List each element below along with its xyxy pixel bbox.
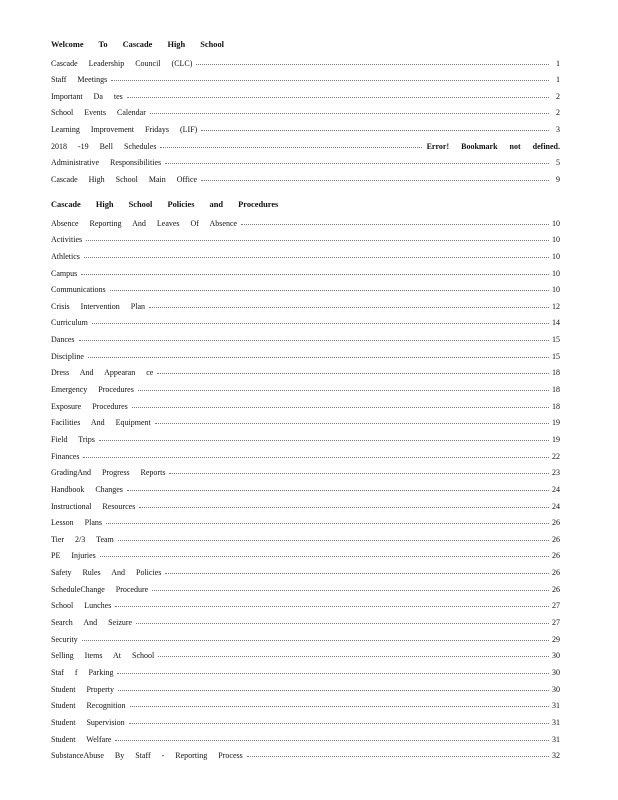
toc-entry-page: 26 [552, 534, 560, 544]
toc-entry-title: Student Recognition [51, 701, 126, 711]
dot-leader [165, 163, 549, 164]
toc-entry-title: Student Supervision [51, 717, 125, 727]
dot-leader [247, 756, 549, 757]
toc-entry[interactable] [51, 294, 560, 311]
dot-leader [129, 723, 549, 724]
toc-entry[interactable] [51, 544, 560, 561]
dot-leader [100, 556, 549, 557]
toc-entry-page: 10 [552, 251, 560, 261]
toc-entry-page: 18 [552, 385, 560, 395]
toc-entry-title: Security [51, 634, 78, 644]
toc-entry-list [51, 51, 560, 184]
toc-entry-page: 10 [552, 285, 560, 295]
toc-entry-page: 9 [556, 174, 560, 184]
toc-entry[interactable] [51, 327, 560, 344]
toc-entry-page: 23 [552, 468, 560, 478]
dot-leader [169, 473, 549, 474]
section-heading: Welcome To Cascade High School [51, 40, 224, 49]
toc-entry[interactable] [51, 660, 560, 677]
dot-leader [160, 147, 421, 148]
toc-entry[interactable] [51, 511, 560, 528]
toc-entry-title: School Lunches [51, 601, 112, 611]
toc-entry-list [51, 211, 560, 760]
toc-entry-title: Cascade High School Main Office [51, 174, 198, 184]
toc-entry-title: Campus [51, 268, 78, 278]
toc-entry[interactable] [51, 494, 560, 511]
dot-leader [86, 240, 549, 241]
toc-entry-title: GradingAnd Progress Reports [51, 468, 166, 478]
dot-leader [118, 540, 549, 541]
toc-entry-title: Discipline [51, 351, 84, 361]
dot-leader [84, 257, 549, 258]
toc-entry[interactable] [51, 134, 560, 151]
toc-entry[interactable] [51, 444, 560, 461]
dot-leader [92, 323, 549, 324]
dot-leader [115, 740, 549, 741]
toc-section-welcome [51, 38, 560, 184]
dot-leader [118, 690, 549, 691]
dot-leader [201, 180, 549, 181]
dot-leader [79, 340, 549, 341]
section-heading: Cascade High School Policies and Procedures [51, 200, 279, 209]
toc-entry-title: Dress And Appearan ce [51, 368, 154, 378]
toc-entry-title: Handbook Changes [51, 484, 123, 494]
toc-entry[interactable] [51, 627, 560, 644]
toc-entry[interactable] [51, 377, 560, 394]
dot-leader [130, 706, 549, 707]
dot-leader [138, 390, 549, 391]
dot-leader [155, 423, 549, 424]
dot-leader [165, 573, 549, 574]
toc-entry[interactable] [51, 344, 560, 361]
toc-section-policies [51, 198, 560, 760]
dot-leader [111, 80, 549, 81]
toc-entry[interactable] [51, 727, 560, 744]
dot-leader [196, 64, 549, 65]
toc-entry-title: Dances [51, 335, 75, 345]
dot-leader [157, 373, 549, 374]
toc-entry-title: ScheduleChange Procedure [51, 584, 149, 594]
toc-entry-title: Staff Meetings [51, 75, 108, 85]
dot-leader [82, 640, 549, 641]
dot-leader [110, 290, 549, 291]
toc-entry[interactable] [51, 117, 560, 134]
dot-leader [83, 457, 549, 458]
toc-entry-page: 27 [552, 601, 560, 611]
toc-entry[interactable] [51, 594, 560, 611]
dot-leader [117, 673, 549, 674]
toc-entry[interactable] [51, 361, 560, 378]
toc-entry-page: 12 [552, 301, 560, 311]
toc-entry[interactable] [51, 228, 560, 245]
toc-entry-page: 30 [552, 651, 560, 661]
dot-leader [158, 656, 549, 657]
toc-entry-title: Emergency Procedures [51, 385, 134, 395]
dot-leader [127, 97, 549, 98]
dot-leader [136, 623, 549, 624]
toc-entry[interactable] [51, 167, 560, 184]
toc-entry-page: 15 [552, 335, 560, 345]
dot-leader [132, 407, 549, 408]
toc-entry-title: Finances [51, 451, 80, 461]
toc-entry[interactable] [51, 694, 560, 711]
dot-leader [150, 113, 549, 114]
toc-entry[interactable] [51, 394, 560, 411]
toc-entry[interactable] [51, 677, 560, 694]
toc-entry[interactable] [51, 101, 560, 118]
toc-entry-page: 19 [552, 434, 560, 444]
dot-leader [139, 507, 549, 508]
toc-entry-title: Search And Seizure [51, 618, 133, 628]
toc-entry-title: Exposure Procedures [51, 401, 128, 411]
dot-leader [149, 307, 549, 308]
toc-entry-page: 31 [552, 717, 560, 727]
toc-entry-page: 31 [552, 701, 560, 711]
dot-leader [99, 440, 549, 441]
toc-entry[interactable] [51, 644, 560, 661]
toc-entry-title: Facilities And Equipment [51, 418, 151, 428]
toc-entry-page: 1 [556, 58, 560, 68]
toc-entry-title: Important Da tes [51, 91, 123, 101]
toc-entry-page: 15 [552, 351, 560, 361]
toc-entry[interactable] [51, 710, 560, 727]
dot-leader [106, 523, 549, 524]
toc-entry-page: 3 [556, 124, 560, 134]
toc-entry-title: Absence Reporting And Leaves Of Absence [51, 218, 238, 228]
toc-entry[interactable] [51, 211, 560, 228]
toc-entry-page: 22 [552, 451, 560, 461]
toc-entry-page: 2 [556, 108, 560, 118]
toc-entry-page: 10 [552, 268, 560, 278]
toc-entry-title: Student Property [51, 684, 114, 694]
toc-entry-page: 26 [552, 518, 560, 528]
toc-entry-title: Athletics [51, 251, 80, 261]
toc-entry-page: 2 [556, 91, 560, 101]
toc-entry-page: 24 [552, 501, 560, 511]
toc-entry[interactable] [51, 560, 560, 577]
toc-entry[interactable] [51, 278, 560, 295]
toc-entry-title: SubstanceAbuse By Staff - Reporting Process [51, 751, 243, 761]
toc-entry-page: 19 [552, 418, 560, 428]
toc-entry-page: 27 [552, 618, 560, 628]
toc-entry-page: 26 [552, 584, 560, 594]
toc-entry-title: Cascade Leadership Council (CLC) [51, 58, 193, 68]
toc-entry-title: Communications [51, 285, 106, 295]
toc-entry-page: 32 [552, 751, 560, 761]
toc-entry[interactable] [51, 744, 560, 761]
toc-entry-title: School Events Calendar [51, 108, 146, 118]
toc-entry-title: Student Welfare [51, 734, 112, 744]
toc-entry-title: Instructional Resources [51, 501, 136, 511]
toc-entry-page: 30 [552, 684, 560, 694]
toc-entry-title: Selling Items At School [51, 651, 155, 661]
dot-leader [201, 130, 549, 131]
toc-entry[interactable] [51, 151, 560, 168]
dot-leader [241, 224, 549, 225]
toc-entry[interactable] [51, 411, 560, 428]
toc-entry-page: 10 [552, 218, 560, 228]
toc-entry-page: 1 [556, 75, 560, 85]
toc-entry[interactable] [51, 477, 560, 494]
toc-entry-page: Error! Bookmark not defined. [426, 141, 560, 151]
toc-entry-title: PE Injuries [51, 551, 96, 561]
toc-entry-page: 24 [552, 484, 560, 494]
toc-entry-title: Field Trips [51, 434, 95, 444]
toc-entry[interactable] [51, 427, 560, 444]
dot-leader [115, 606, 549, 607]
toc-entry-page: 29 [552, 634, 560, 644]
toc-entry-title: Learning Improvement Fridays (LIF) [51, 124, 198, 134]
toc-entry-title: Curriculum [51, 318, 88, 328]
toc-entry-page: 14 [552, 318, 560, 328]
toc-entry-title: Staf f Parking [51, 667, 114, 677]
toc-entry[interactable] [51, 577, 560, 594]
toc-entry-page: 18 [552, 368, 560, 378]
toc-entry-title: Administrative Responsibilities [51, 158, 162, 168]
dot-leader [81, 274, 549, 275]
toc-entry-page: 31 [552, 734, 560, 744]
toc-entry[interactable] [51, 527, 560, 544]
toc-entry[interactable] [51, 51, 560, 68]
toc-entry-title: Activities [51, 235, 83, 245]
toc-entry[interactable] [51, 261, 560, 278]
toc-entry-title: Tier 2/3 Team [51, 534, 114, 544]
toc-entry[interactable] [51, 68, 560, 85]
toc-entry-title: Crisis Intervention Plan [51, 301, 145, 311]
dot-leader [88, 357, 549, 358]
toc-entry[interactable] [51, 610, 560, 627]
dot-leader [127, 490, 549, 491]
toc-entry-page: 5 [556, 158, 560, 168]
toc-entry[interactable] [51, 244, 560, 261]
dot-leader [152, 590, 549, 591]
toc-entry-title: Safety Rules And Policies [51, 568, 162, 578]
toc-entry-page: 26 [552, 551, 560, 561]
toc-entry-page: 26 [552, 568, 560, 578]
toc-entry[interactable] [51, 84, 560, 101]
toc-entry[interactable] [51, 311, 560, 328]
toc-entry[interactable] [51, 461, 560, 478]
toc-entry-page: 10 [552, 235, 560, 245]
toc-entry-title: 2018 -19 Bell Schedules [51, 141, 157, 151]
toc-entry-page: 30 [552, 667, 560, 677]
toc-entry-page: 18 [552, 401, 560, 411]
toc-entry-title: Lesson Plans [51, 518, 102, 528]
